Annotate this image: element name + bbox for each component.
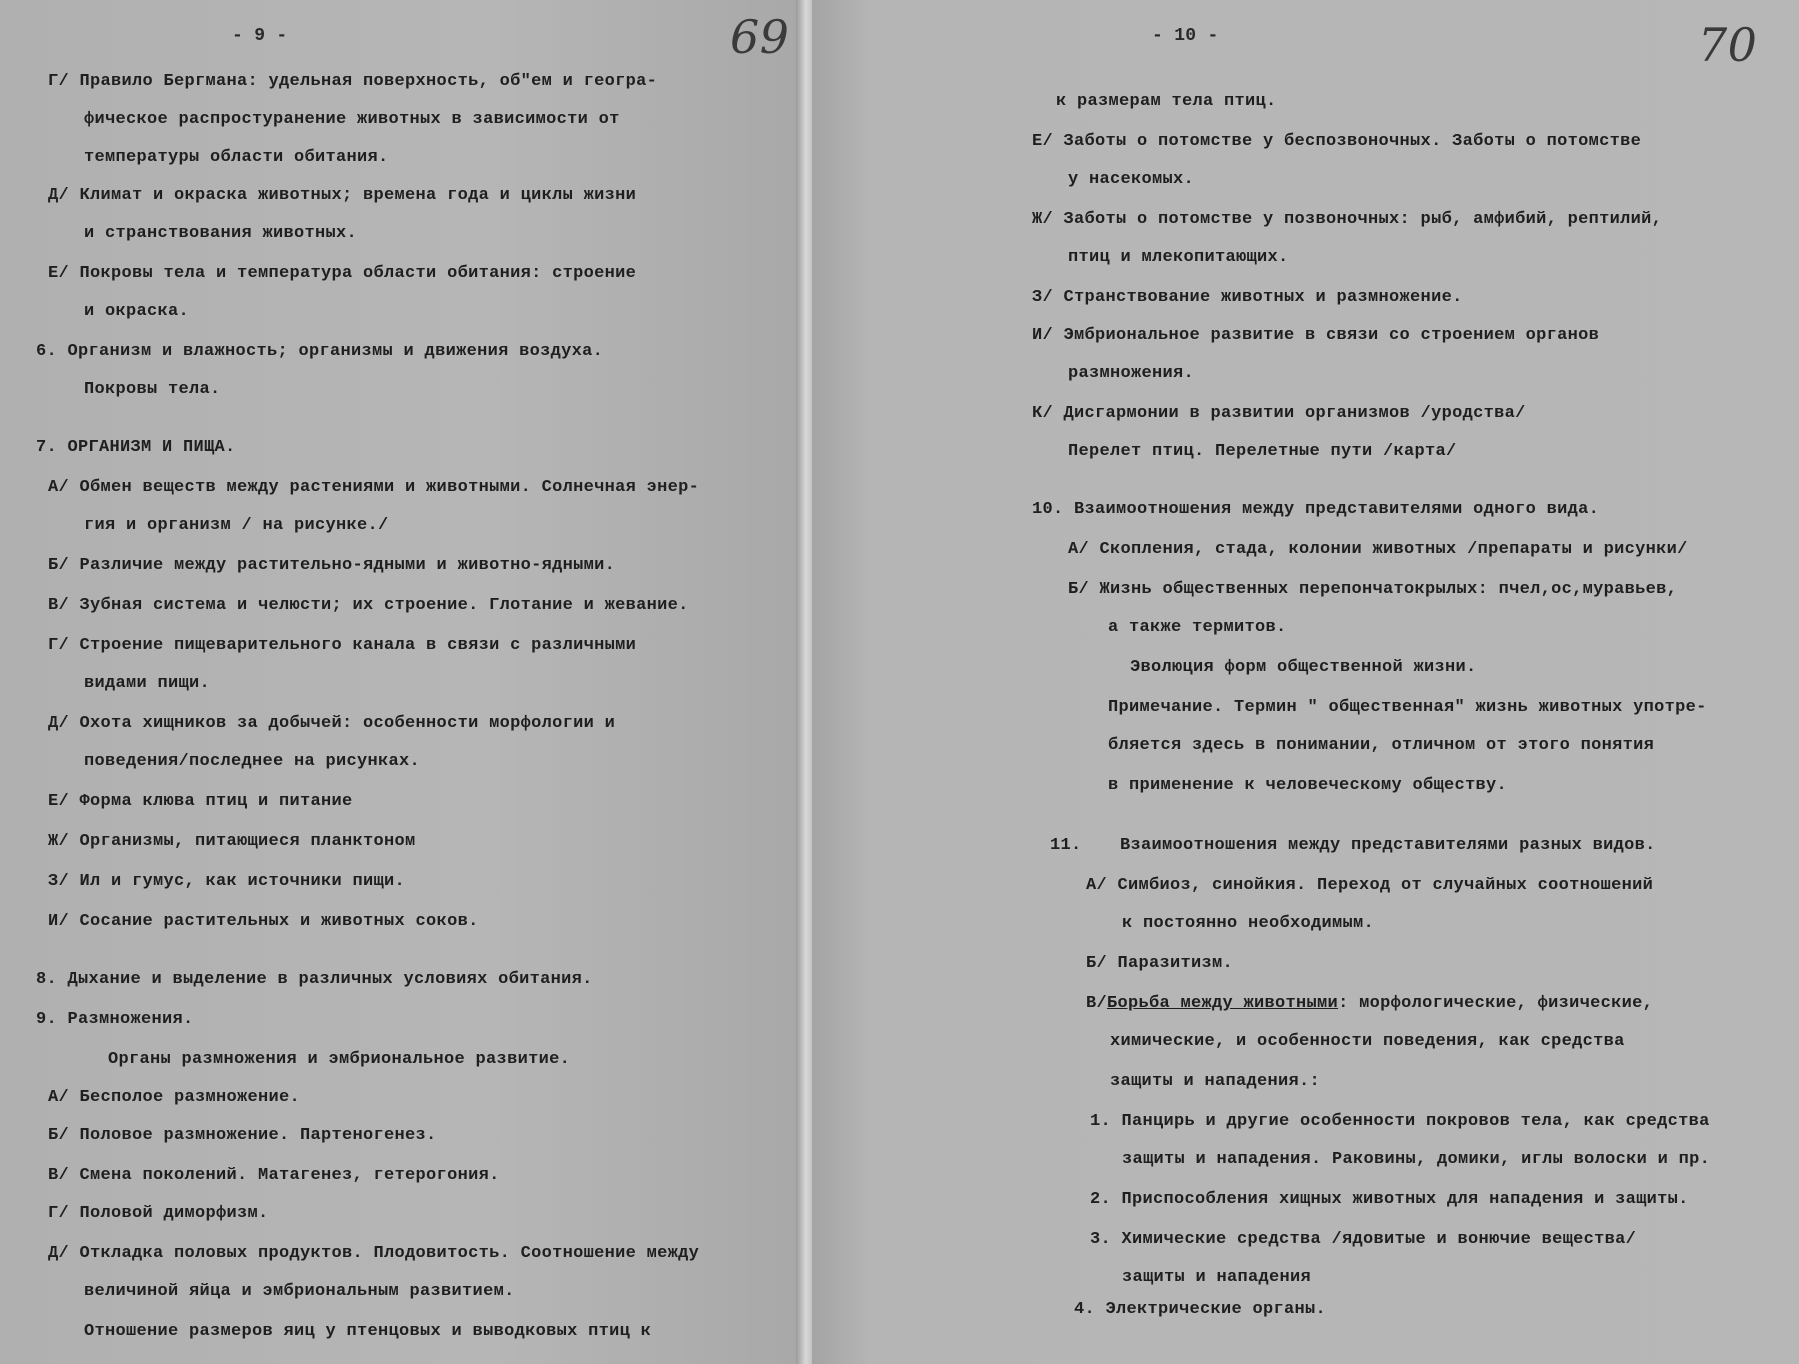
text-line: З/ Странствование животных и размножение. <box>1032 288 1463 307</box>
text-line: 2. Приспособления хищных животных для нападения и защиты. <box>1090 1190 1689 1209</box>
text-line: 6. Организм и влажность; организмы и движения воздуха. <box>36 342 604 361</box>
text-line: к размерам тела птиц. <box>1056 92 1277 111</box>
text-line: Отношение размеров яиц у птенцовых и выводковых птиц к <box>84 1322 652 1341</box>
text-line: птиц и млекопитающих. <box>1068 248 1289 267</box>
text-line: Г/ Половой диморфизм. <box>48 1204 269 1223</box>
text-line: К/ Дисгармонии в развитии организмов /уродства/ <box>1032 404 1526 423</box>
text-line: Б/ Различие между растительно-ядными и животно-ядными. <box>48 556 616 575</box>
text-line: И/ Эмбриональное развитие в связи со строением органов <box>1032 326 1600 345</box>
handwritten-page-number: 69 <box>730 10 790 64</box>
page-number: - 9 - <box>232 26 288 46</box>
text-line: В/ Смена поколений. Матагенез, гетерогония. <box>48 1166 500 1185</box>
text-line: Примечание. Термин " общественная" жизнь животных употре- <box>1108 698 1707 717</box>
text-line: А/ Бесполое размножение. <box>48 1088 301 1107</box>
text-line: химические, и особенности поведения, как средства <box>1110 1032 1625 1051</box>
section-heading: 7. ОРГАНИЗМ И ПИЩА. <box>36 438 236 457</box>
text-line: А/ Скопления, стада, колонии животных /препараты и рисунки/ <box>1068 540 1688 559</box>
left-page <box>0 0 808 1364</box>
text-line <box>1086 994 1653 1014</box>
text-line: Ж/ Организмы, питающиеся планктоном <box>48 832 416 851</box>
text-line: Перелет птиц. Перелетные пути /карта/ <box>1068 442 1457 461</box>
text-line: гия и организм / на рисунке./ <box>84 516 389 535</box>
text-line: Е/ Форма клюва птиц и питание <box>48 792 353 811</box>
handwritten-page-number: 70 <box>1698 18 1758 72</box>
text-line: а также термитов. <box>1108 618 1287 637</box>
text-line: Д/ Климат и окраска животных; времена года и циклы жизни <box>48 186 637 205</box>
section-heading: Взаимоотношения между представителями разных видов. <box>1120 836 1656 855</box>
text-line: размножения. <box>1068 364 1195 383</box>
text-line: температуры области обитания. <box>84 148 389 167</box>
text-line: Г/ Строение пищеварительного канала в связи с различными <box>48 636 637 655</box>
text-line: Б/ Жизнь общественных перепончатокрылых: пчел,ос,муравьев, <box>1068 580 1678 599</box>
page-number: - 10 - <box>1152 26 1219 46</box>
text-line: к постоянно необходимым. <box>1122 914 1375 933</box>
section-heading: 8. Дыхание и выделение в различных условиях обитания. <box>36 970 593 989</box>
text-line: Эволюция форм общественной жизни. <box>1130 658 1477 677</box>
text-line: фическое распростуранение животных в зависимости от <box>84 110 620 129</box>
text-line: Покровы тела. <box>84 380 221 399</box>
text-line: И/ Сосание растительных и животных соков. <box>48 912 479 931</box>
text-line: поведения/последнее на рисунках. <box>84 752 421 771</box>
text-line: и странствования животных. <box>84 224 358 243</box>
text-line: А/ Симбиоз, синойкия. Переход от случайных соотношений <box>1086 876 1654 895</box>
text-line: защиты и нападения. Раковины, домики, иглы волоски и пр. <box>1122 1150 1711 1169</box>
text-line: видами пищи. <box>84 674 211 693</box>
text-line: защиты и нападения.: <box>1110 1072 1321 1091</box>
text-line: величиной яйца и эмбриональным развитием. <box>84 1282 515 1301</box>
text-line: А/ Обмен веществ между растениями и животными. Солнечная энер- <box>48 478 700 497</box>
section-number: 11. <box>1050 836 1082 855</box>
text-line: Г/ Правило Бергмана: удельная поверхность, об"ем и геогра- <box>48 72 658 91</box>
text-line: у насекомых. <box>1068 170 1195 189</box>
text-line: бляется здесь в понимании, отличном от этого понятия <box>1108 736 1655 755</box>
section-heading: 9. Размножения. <box>36 1010 194 1029</box>
text-fragment: : морфологические, физические, <box>1338 994 1654 1013</box>
underlined-phrase: Борьба между животными <box>1107 994 1339 1013</box>
text-line: 4. Электрические органы. <box>1074 1300 1327 1319</box>
text-line: Органы размножения и эмбриональное развитие. <box>108 1050 571 1069</box>
text-line: Б/ Половое размножение. Партеногенез. <box>48 1126 437 1145</box>
text-line: и окраска. <box>84 302 190 321</box>
text-line: В/ Зубная система и челюсти; их строение. Глотание и жевание. <box>48 596 689 615</box>
text-line: 3. Химические средства /ядовитые и вонючие вещества/ <box>1090 1230 1637 1249</box>
text-line: Д/ Охота хищников за добычей: особенности морфологии и <box>48 714 616 733</box>
text-line: Д/ Откладка половых продуктов. Плодовитость. Соотношение между <box>48 1244 700 1263</box>
item-marker: В/ <box>1086 994 1108 1013</box>
text-line: Е/ Заботы о потомстве у беспозвоночных. Заботы о потомстве <box>1032 132 1642 151</box>
text-line: 1. Панцирь и другие особенности покровов тела, как средства <box>1090 1112 1710 1131</box>
right-page <box>812 0 1799 1364</box>
text-line: в применение к человеческому обществу. <box>1108 776 1508 795</box>
text-line: З/ Ил и гумус, как источники пищи. <box>48 872 406 891</box>
text-line: Е/ Покровы тела и температура области обитания: строение <box>48 264 637 283</box>
text-line: Б/ Паразитизм. <box>1086 954 1234 973</box>
section-heading: 10. Взаимоотношения между представителями одного вида. <box>1032 500 1600 519</box>
text-line: защиты и нападения <box>1122 1268 1312 1287</box>
text-line: Ж/ Заботы о потомстве у позвоночных: рыб, амфибий, рептилий, <box>1032 210 1663 229</box>
